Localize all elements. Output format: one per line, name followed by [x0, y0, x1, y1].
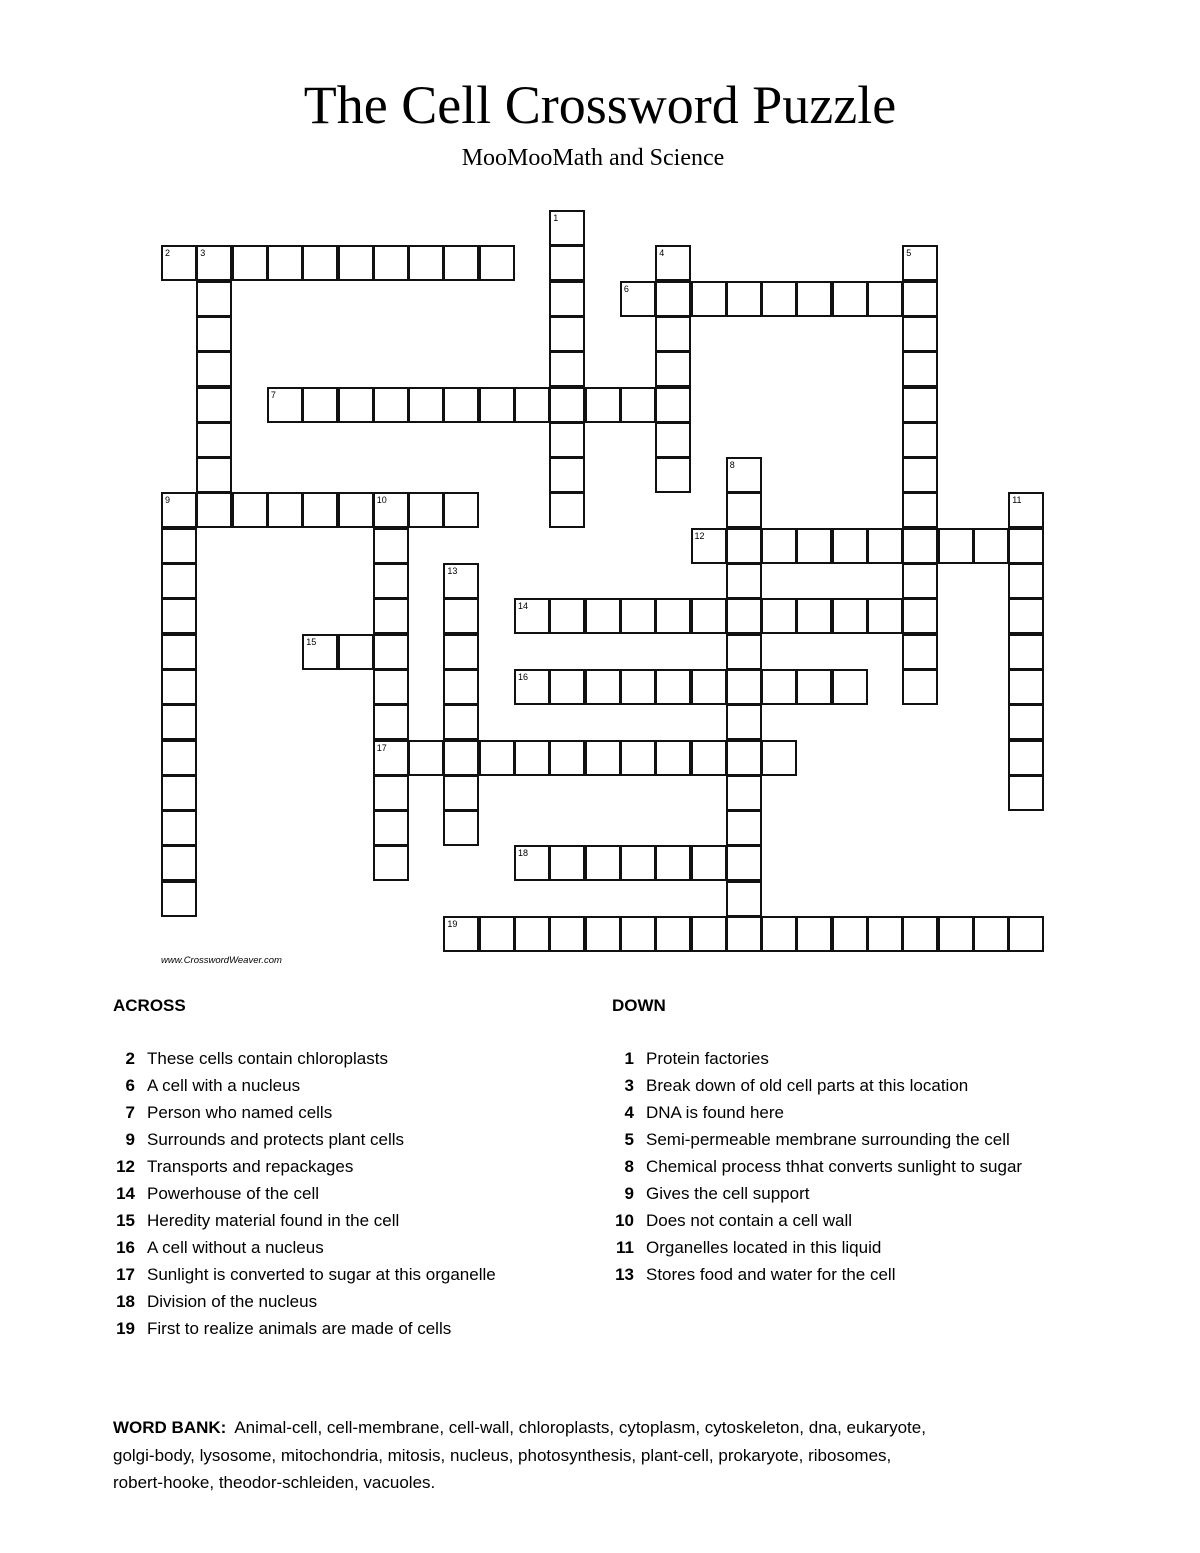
- clue-number: 1: [553, 213, 559, 223]
- grid-cell[interactable]: [655, 845, 691, 881]
- grid-cell[interactable]: [443, 810, 479, 846]
- across-clue: [113, 1315, 553, 1342]
- grid-cell[interactable]: [549, 740, 585, 776]
- grid-cell[interactable]: [161, 775, 197, 811]
- grid-cell[interactable]: [1008, 598, 1044, 634]
- grid-cell[interactable]: [1008, 492, 1044, 528]
- down-clue: [612, 1207, 1052, 1234]
- grid-cell[interactable]: [585, 916, 621, 952]
- across-heading: ACROSS: [113, 996, 186, 1015]
- clue-number: 18: [116, 1292, 135, 1311]
- down-clue: [612, 1126, 1052, 1153]
- clue-number: 7: [125, 1103, 135, 1122]
- grid-cell[interactable]: [549, 457, 585, 493]
- grid-cell[interactable]: [902, 598, 938, 634]
- grid-cell[interactable]: [726, 492, 762, 528]
- grid-cell[interactable]: [267, 387, 303, 423]
- clue-number: 2: [165, 248, 171, 259]
- grid-cell[interactable]: [196, 492, 232, 528]
- clue-number: 5: [906, 248, 912, 259]
- clue-number: 10: [376, 495, 387, 506]
- grid-cell[interactable]: [443, 563, 479, 599]
- credit-text: www.CrosswordWeaver.com: [161, 955, 282, 966]
- grid-cell[interactable]: [796, 528, 832, 564]
- clue-number: 9: [125, 1130, 135, 1149]
- grid-cell[interactable]: [585, 740, 621, 776]
- grid-cell[interactable]: [549, 669, 585, 705]
- across-clue-list: [113, 1045, 553, 1342]
- grid-cell[interactable]: [373, 563, 409, 599]
- grid-cell[interactable]: [620, 669, 656, 705]
- grid-cell[interactable]: [479, 387, 515, 423]
- grid-cell[interactable]: [761, 281, 797, 317]
- grid-cell[interactable]: [796, 281, 832, 317]
- across-clue: [113, 1126, 553, 1153]
- grid-cell[interactable]: [902, 634, 938, 670]
- grid-cell[interactable]: [620, 916, 656, 952]
- clue-number: 18: [518, 848, 529, 859]
- grid-cell[interactable]: [514, 387, 550, 423]
- down-clues: [612, 994, 1052, 1288]
- grid-cell[interactable]: [726, 281, 762, 317]
- grid-cell[interactable]: [832, 281, 868, 317]
- clue-text: Gives the cell support: [646, 1184, 810, 1203]
- grid-cell[interactable]: [726, 704, 762, 740]
- grid-cell[interactable]: [514, 740, 550, 776]
- grid-cell[interactable]: [161, 245, 197, 281]
- grid-cell[interactable]: [373, 492, 409, 528]
- grid-cell[interactable]: [691, 669, 727, 705]
- clue-number: 17: [376, 742, 387, 753]
- grid-cell[interactable]: [161, 881, 197, 917]
- grid-cell[interactable]: [726, 916, 762, 952]
- grid-cell[interactable]: [408, 740, 444, 776]
- down-heading: DOWN: [612, 996, 666, 1015]
- clue-number: 16: [518, 671, 529, 682]
- grid-cell[interactable]: [1008, 740, 1044, 776]
- grid-cell[interactable]: [161, 845, 197, 881]
- grid-cell[interactable]: [479, 740, 515, 776]
- grid-cell[interactable]: [902, 492, 938, 528]
- grid-cell[interactable]: [161, 634, 197, 670]
- across-clue: [113, 1234, 553, 1261]
- grid-cell[interactable]: [161, 563, 197, 599]
- grid-cell[interactable]: [196, 245, 232, 281]
- down-clue: [612, 1261, 1052, 1288]
- grid-cell[interactable]: [302, 245, 338, 281]
- grid-cell[interactable]: [373, 669, 409, 705]
- across-clue: [113, 1180, 553, 1207]
- across-clue: [113, 1207, 553, 1234]
- grid-cell[interactable]: [761, 669, 797, 705]
- clue-number: 9: [165, 495, 171, 506]
- grid-cell[interactable]: [408, 245, 444, 281]
- clue-number: 1: [624, 1049, 634, 1068]
- grid-cell[interactable]: [373, 740, 409, 776]
- grid-cell[interactable]: [1008, 563, 1044, 599]
- grid-cell[interactable]: [1008, 704, 1044, 740]
- grid-cell[interactable]: [1008, 916, 1044, 952]
- grid-cell[interactable]: [902, 669, 938, 705]
- grid-cell[interactable]: [867, 281, 903, 317]
- clue-number: 12: [694, 530, 705, 541]
- grid-cell[interactable]: [443, 387, 479, 423]
- word-bank: [113, 1414, 933, 1497]
- grid-cell[interactable]: [655, 598, 691, 634]
- grid-cell[interactable]: [832, 669, 868, 705]
- grid-cell[interactable]: [1008, 669, 1044, 705]
- grid-cell[interactable]: [655, 422, 691, 458]
- clue-number: 12: [116, 1157, 135, 1176]
- grid-cell[interactable]: [691, 740, 727, 776]
- grid-cell[interactable]: [867, 598, 903, 634]
- grid-cell[interactable]: [373, 810, 409, 846]
- grid-cell[interactable]: [726, 775, 762, 811]
- grid-cell[interactable]: [161, 598, 197, 634]
- grid-cell[interactable]: [549, 351, 585, 387]
- grid-cell[interactable]: [514, 669, 550, 705]
- grid-cell[interactable]: [620, 845, 656, 881]
- grid-cell[interactable]: [196, 351, 232, 387]
- grid-cell[interactable]: [726, 669, 762, 705]
- grid-cell[interactable]: [902, 457, 938, 493]
- grid-cell[interactable]: [726, 563, 762, 599]
- clue-text: A cell with a nucleus: [147, 1076, 301, 1095]
- clue-text: Protein factories: [646, 1049, 769, 1068]
- grid-cell[interactable]: [443, 492, 479, 528]
- grid-cell[interactable]: [655, 316, 691, 352]
- clue-number: 6: [623, 283, 629, 294]
- clue-text: A cell without a nucleus: [147, 1238, 324, 1257]
- grid-cell[interactable]: [832, 528, 868, 564]
- grid-cell[interactable]: [761, 916, 797, 952]
- grid-cell[interactable]: [373, 704, 409, 740]
- across-clue: [113, 1153, 553, 1180]
- grid-cell[interactable]: [161, 740, 197, 776]
- grid-cell[interactable]: [338, 634, 374, 670]
- grid-cell[interactable]: [620, 598, 656, 634]
- grid-cell[interactable]: [655, 669, 691, 705]
- grid-cell[interactable]: [232, 245, 268, 281]
- grid-cell[interactable]: [338, 245, 374, 281]
- clue-number: 6: [125, 1076, 135, 1095]
- grid-cell[interactable]: [902, 528, 938, 564]
- grid-cell[interactable]: [938, 528, 974, 564]
- grid-cell[interactable]: [549, 316, 585, 352]
- grid-cell[interactable]: [761, 528, 797, 564]
- grid-cell[interactable]: [655, 351, 691, 387]
- grid-cell[interactable]: [408, 387, 444, 423]
- grid-cell[interactable]: [902, 351, 938, 387]
- grid-cell[interactable]: [479, 916, 515, 952]
- grid-cell[interactable]: [514, 916, 550, 952]
- grid-cell[interactable]: [443, 740, 479, 776]
- clue-text: Semi-permeable membrane surrounding the cell: [646, 1130, 1010, 1149]
- grid-cell[interactable]: [267, 245, 303, 281]
- grid-cell[interactable]: [585, 598, 621, 634]
- grid-cell[interactable]: [549, 210, 585, 246]
- grid-cell[interactable]: [902, 422, 938, 458]
- grid-cell[interactable]: [514, 845, 550, 881]
- grid-cell[interactable]: [726, 457, 762, 493]
- grid-cell[interactable]: [655, 916, 691, 952]
- clue-text: Organelles located in this liquid: [646, 1238, 882, 1257]
- clue-text: Sunlight is converted to sugar at this organelle: [147, 1265, 496, 1284]
- down-clue: [612, 1234, 1052, 1261]
- clue-number: 9: [624, 1184, 634, 1203]
- down-clue: [612, 1045, 1052, 1072]
- clue-text: Break down of old cell parts at this location: [646, 1076, 969, 1095]
- grid-cell[interactable]: [796, 669, 832, 705]
- grid-cell[interactable]: [161, 810, 197, 846]
- down-clue-list: [612, 1045, 1052, 1288]
- page-subtitle: MooMooMath and Science: [461, 145, 725, 171]
- clue-text: Heredity material found in the cell: [147, 1211, 400, 1230]
- grid-cell[interactable]: [973, 528, 1009, 564]
- grid-cell[interactable]: [761, 740, 797, 776]
- grid-cell[interactable]: [726, 881, 762, 917]
- grid-cell[interactable]: [832, 916, 868, 952]
- grid-cell[interactable]: [549, 422, 585, 458]
- clue-number: 19: [447, 919, 458, 929]
- clue-number: 4: [659, 248, 665, 259]
- clue-number: 15: [306, 636, 317, 647]
- word-bank-label: WORD BANK:: [113, 1418, 227, 1437]
- grid-cell[interactable]: [549, 245, 585, 281]
- grid-cell[interactable]: [902, 563, 938, 599]
- grid-cell[interactable]: [549, 492, 585, 528]
- across-clue: [113, 1099, 553, 1126]
- clue-text: Person who named cells: [147, 1103, 333, 1122]
- grid-cell[interactable]: [867, 528, 903, 564]
- grid-cell[interactable]: [443, 598, 479, 634]
- clue-number: 10: [615, 1211, 634, 1230]
- down-clue: [612, 1072, 1052, 1099]
- clue-number: 19: [116, 1319, 135, 1338]
- grid-cell[interactable]: [302, 634, 338, 670]
- clue-number: 16: [116, 1238, 135, 1257]
- grid-cell[interactable]: [902, 316, 938, 352]
- grid-cell[interactable]: [620, 740, 656, 776]
- clue-text: These cells contain chloroplasts: [147, 1049, 388, 1068]
- grid-cell[interactable]: [691, 916, 727, 952]
- grid-cell[interactable]: [196, 457, 232, 493]
- grid-cell[interactable]: [549, 387, 585, 423]
- down-clue: [612, 1099, 1052, 1126]
- grid-cell[interactable]: [161, 528, 197, 564]
- grid-cell[interactable]: [373, 528, 409, 564]
- clue-number: 8: [729, 460, 735, 471]
- grid-cell[interactable]: [549, 598, 585, 634]
- grid-cell[interactable]: [373, 845, 409, 881]
- grid-cell[interactable]: [726, 598, 762, 634]
- clue-text: DNA is found here: [646, 1103, 784, 1122]
- word-bank-text: Animal-cell, cell-membrane, cell-wall, chloroplasts, cytoplasm, cytoskeleton, dna, eukaryote, golgi-body, lysosome, mitochondria, mitosis, nucleus, photosynthesis, plant-cell, prokaryote, ribosomes, robert-hooke, theodor-schleiden, vacuoles.: [113, 1418, 926, 1492]
- grid-cell[interactable]: [373, 598, 409, 634]
- grid-cell[interactable]: [302, 387, 338, 423]
- clue-number: 5: [624, 1130, 634, 1149]
- clue-text: Division of the nucleus: [147, 1292, 318, 1311]
- grid-cell[interactable]: [655, 740, 691, 776]
- clue-text: Does not contain a cell wall: [646, 1211, 853, 1230]
- clue-text: Stores food and water for the cell: [646, 1265, 896, 1284]
- grid-cell[interactable]: [479, 245, 515, 281]
- clue-text: Surrounds and protects plant cells: [147, 1130, 405, 1149]
- grid-cell[interactable]: [585, 669, 621, 705]
- clue-text: First to realize animals are made of cells: [147, 1319, 452, 1338]
- clue-number: 13: [615, 1265, 634, 1284]
- across-clue: [113, 1045, 553, 1072]
- clue-number: 2: [125, 1049, 135, 1068]
- across-clue: [113, 1261, 553, 1288]
- grid-cell[interactable]: [726, 810, 762, 846]
- grid-cell[interactable]: [373, 775, 409, 811]
- clue-number: 11: [1012, 495, 1022, 506]
- grid-cell[interactable]: [655, 457, 691, 493]
- grid-cell[interactable]: [443, 669, 479, 705]
- grid-cell[interactable]: [938, 916, 974, 952]
- grid-cell[interactable]: [443, 634, 479, 670]
- grid-cell[interactable]: [408, 492, 444, 528]
- grid-cell[interactable]: [691, 845, 727, 881]
- across-clues: [113, 994, 553, 1342]
- grid-cell[interactable]: [796, 598, 832, 634]
- grid-cell[interactable]: [585, 387, 621, 423]
- page-title: The Cell Crossword Puzzle: [303, 75, 897, 135]
- across-clue: [113, 1288, 553, 1315]
- grid-cell[interactable]: [514, 598, 550, 634]
- grid-cell[interactable]: [549, 281, 585, 317]
- grid-cell[interactable]: [902, 387, 938, 423]
- grid-cell[interactable]: [196, 422, 232, 458]
- grid-cell[interactable]: [443, 704, 479, 740]
- grid-cell[interactable]: [161, 669, 197, 705]
- grid-cell[interactable]: [585, 845, 621, 881]
- clue-number: 14: [518, 601, 529, 612]
- clue-number: 14: [116, 1184, 135, 1203]
- clue-number: 3: [200, 248, 206, 259]
- clue-number: 3: [624, 1076, 634, 1095]
- grid-cell[interactable]: [232, 492, 268, 528]
- grid-cell[interactable]: [867, 916, 903, 952]
- grid-cell[interactable]: [373, 634, 409, 670]
- clue-text: Chemical process thhat converts sunlight to sugar: [646, 1157, 1023, 1176]
- grid-cell[interactable]: [196, 281, 232, 317]
- grid-cell[interactable]: [832, 598, 868, 634]
- grid-cell[interactable]: [338, 492, 374, 528]
- grid-cell[interactable]: [655, 387, 691, 423]
- clue-text: Powerhouse of the cell: [147, 1184, 319, 1203]
- grid-cell[interactable]: [620, 387, 656, 423]
- clue-text: Transports and repackages: [147, 1157, 354, 1176]
- grid-cell[interactable]: [655, 245, 691, 281]
- grid-cell[interactable]: [1008, 528, 1044, 564]
- grid-cell[interactable]: [655, 281, 691, 317]
- clue-number: 15: [116, 1211, 135, 1230]
- grid-cell[interactable]: [373, 245, 409, 281]
- grid-cell[interactable]: [902, 281, 938, 317]
- grid-cell[interactable]: [691, 281, 727, 317]
- grid-cell[interactable]: [691, 528, 727, 564]
- grid-cell[interactable]: [726, 528, 762, 564]
- grid-cell[interactable]: [443, 775, 479, 811]
- grid-cell[interactable]: [267, 492, 303, 528]
- grid-cell[interactable]: [302, 492, 338, 528]
- grid-cell[interactable]: [443, 245, 479, 281]
- grid-cell[interactable]: [338, 387, 374, 423]
- clue-number: 7: [270, 389, 276, 400]
- grid-cell[interactable]: [726, 634, 762, 670]
- grid-cell[interactable]: [902, 916, 938, 952]
- grid-cell[interactable]: [726, 845, 762, 881]
- grid-cell[interactable]: [196, 316, 232, 352]
- grid-cell[interactable]: [761, 598, 797, 634]
- clue-number: 8: [624, 1157, 634, 1176]
- clue-number: 17: [116, 1265, 135, 1284]
- across-clue: [113, 1072, 553, 1099]
- grid-cell[interactable]: [373, 387, 409, 423]
- grid-cell[interactable]: [691, 598, 727, 634]
- clue-number: 11: [616, 1238, 634, 1257]
- grid-cell[interactable]: [549, 845, 585, 881]
- grid-cell[interactable]: [973, 916, 1009, 952]
- clue-number: 4: [624, 1103, 634, 1122]
- grid-cell[interactable]: [549, 916, 585, 952]
- grid-cell[interactable]: [796, 916, 832, 952]
- grid-cell[interactable]: [1008, 775, 1044, 811]
- grid-cell[interactable]: [196, 387, 232, 423]
- down-clue: [612, 1180, 1052, 1207]
- grid-cell[interactable]: [620, 281, 656, 317]
- grid-cell[interactable]: [443, 916, 479, 952]
- grid-cell[interactable]: [161, 704, 197, 740]
- clue-number: 13: [447, 566, 458, 576]
- grid-cell[interactable]: [726, 740, 762, 776]
- down-clue: [612, 1153, 1052, 1180]
- grid-cell[interactable]: [902, 245, 938, 281]
- grid-cell[interactable]: [161, 492, 197, 528]
- grid-cell[interactable]: [1008, 634, 1044, 670]
